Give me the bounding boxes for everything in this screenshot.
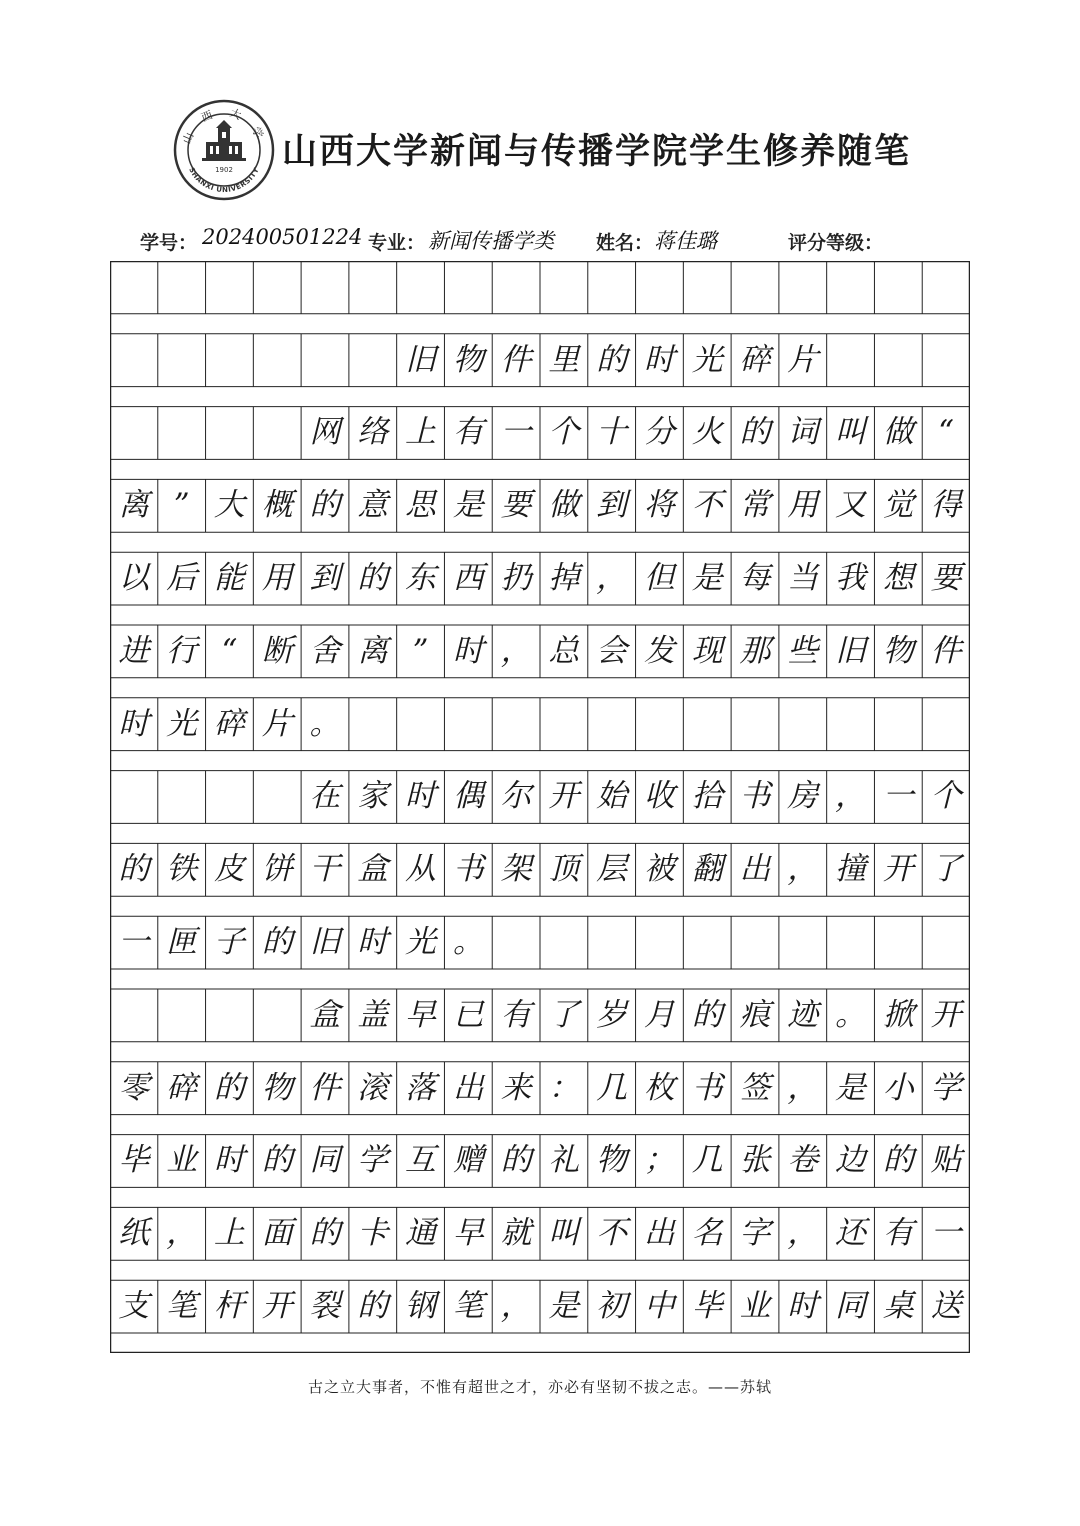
essay-char: 架 — [500, 851, 532, 888]
essay-char: 大 — [213, 487, 245, 524]
essay-char: 的 — [357, 1288, 389, 1325]
essay-char: 盒 — [309, 996, 341, 1033]
essay-char: 铁 — [166, 851, 198, 888]
essay-char: 迹 — [787, 996, 819, 1033]
essay-char: 用 — [261, 560, 293, 597]
essay-char: 出 — [739, 851, 771, 888]
essay-char: 出 — [452, 1069, 484, 1106]
essay-char: 盒 — [357, 851, 389, 888]
essay-char: 是 — [691, 560, 723, 597]
essay-char: 边 — [835, 1142, 867, 1179]
essay-char: 面 — [261, 1215, 293, 1252]
essay-char: 收 — [643, 778, 675, 815]
essay-char: 贴 — [930, 1142, 962, 1179]
essay-char: 是 — [548, 1288, 580, 1325]
essay-char: 同 — [309, 1142, 341, 1179]
essay-char: 的 — [596, 341, 628, 378]
essay-char: 片 — [261, 705, 293, 742]
essay-char: 旧 — [835, 632, 867, 669]
essay-char: 开 — [261, 1288, 293, 1325]
essay-char: 的 — [309, 487, 341, 524]
grade-label: 评分等级： — [788, 232, 884, 254]
essay-char: ， — [787, 1215, 819, 1252]
essay-char: 学 — [357, 1142, 389, 1179]
essay-char: 旧 — [405, 341, 437, 378]
essay-char: 书 — [452, 851, 484, 888]
essay-char: 开 — [930, 996, 962, 1033]
essay-char: 一 — [500, 414, 532, 451]
seal-top-text: 山 西 大 学 — [180, 106, 268, 146]
essay-char: ， — [596, 560, 628, 597]
essay-char: 到 — [309, 560, 341, 597]
essay-char: 网 — [309, 414, 341, 451]
essay-char: 笔 — [166, 1288, 198, 1325]
essay-char: 词 — [787, 414, 819, 451]
page-title: 山西大学新闻与传播学院学生修养随笔 — [282, 131, 912, 172]
essay-char: 里 — [548, 341, 580, 378]
essay-char: 就 — [500, 1215, 532, 1252]
essay-char: “ — [938, 414, 955, 451]
essay-char: ， — [787, 851, 819, 888]
essay-char: 物 — [452, 341, 484, 378]
essay-char: 拾 — [691, 778, 723, 815]
essay-char: 名 — [691, 1215, 723, 1252]
essay-char: 掉 — [548, 560, 580, 597]
essay-char: 了 — [548, 996, 580, 1033]
essay-char: 件 — [930, 632, 962, 669]
essay-char: 尔 — [500, 778, 532, 815]
essay-char: 家 — [357, 778, 389, 815]
essay-char: 上 — [405, 414, 437, 451]
essay-char: ， — [835, 778, 867, 815]
essay-char: 张 — [739, 1142, 771, 1179]
essay-char: 件 — [309, 1069, 341, 1106]
essay-char: 做 — [548, 487, 580, 524]
essay-char: ， — [166, 1215, 198, 1252]
essay-char: 礼 — [548, 1142, 580, 1179]
essay-char: ， — [500, 632, 532, 669]
essay-char: 干 — [309, 851, 341, 888]
essay-char: 叫 — [835, 414, 867, 451]
essay-char: ： — [548, 1069, 580, 1106]
essay-char: 的 — [213, 1069, 245, 1106]
essay-char: 的 — [882, 1142, 914, 1179]
essay-char: 碎 — [166, 1069, 198, 1106]
essay-char: 。 — [452, 924, 484, 961]
essay-char: 光 — [691, 341, 723, 378]
essay-char: 行 — [166, 632, 198, 669]
essay-char: 光 — [166, 705, 198, 742]
essay-char: 西 — [452, 560, 484, 597]
essay-char: 裂 — [309, 1288, 341, 1325]
essay-char: ， — [787, 1069, 819, 1106]
essay-char: 有 — [882, 1215, 914, 1252]
essay-char: 时 — [643, 341, 675, 378]
essay-char: 的 — [500, 1142, 532, 1179]
essay-char: 是 — [835, 1069, 867, 1106]
essay-char: 毕 — [118, 1142, 150, 1179]
essay-char: 顶 — [548, 851, 580, 888]
essay-char: 书 — [691, 1069, 723, 1106]
essay-char: 还 — [835, 1215, 867, 1252]
essay-char: 得 — [930, 487, 962, 524]
essay-char: 支 — [118, 1288, 150, 1325]
university-seal-icon — [172, 98, 276, 202]
essay-char: 岁 — [596, 996, 628, 1033]
essay-char: 几 — [691, 1142, 723, 1179]
essay-char: 要 — [500, 487, 532, 524]
essay-char: 到 — [596, 487, 628, 524]
essay-char: 匣 — [166, 924, 198, 961]
essay-char: 撞 — [835, 851, 867, 888]
student-info-row — [140, 222, 940, 262]
essay-char: 层 — [596, 851, 628, 888]
essay-char: 房 — [787, 778, 819, 815]
essay-char: 杆 — [213, 1288, 245, 1325]
essay-char: 做 — [882, 414, 914, 451]
essay-char: ” — [412, 632, 429, 669]
essay-char: 能 — [213, 560, 245, 597]
essay-char: 的 — [357, 560, 389, 597]
essay-char: 叫 — [548, 1215, 580, 1252]
essay-char: 但 — [643, 560, 675, 597]
essay-char: 出 — [643, 1215, 675, 1252]
essay-char: 概 — [261, 487, 293, 524]
essay-char: 枚 — [643, 1069, 675, 1106]
essay-char: 。 — [835, 996, 867, 1033]
student-id-label: 学号： — [140, 232, 198, 254]
essay-char: 会 — [596, 632, 628, 669]
essay-char: 分 — [643, 414, 675, 451]
essay-char: 了 — [930, 851, 962, 888]
essay-char: 有 — [500, 996, 532, 1033]
essay-char: 时 — [405, 778, 437, 815]
essay-char: 意 — [357, 487, 389, 524]
essay-char: 始 — [596, 778, 628, 815]
essay-char: 被 — [643, 851, 675, 888]
essay-char: 东 — [405, 560, 437, 597]
essay-char: 初 — [596, 1288, 628, 1325]
footer-quote: 古之立大事者，不惟有超世之才，亦必有坚韧不拔之志。——苏轼 — [307, 1378, 772, 1396]
essay-char: ， — [500, 1288, 532, 1325]
essay-char: 扔 — [500, 560, 532, 597]
essay-char: 一 — [882, 778, 914, 815]
essay-char: 几 — [596, 1069, 628, 1106]
essay-char: 不 — [596, 1215, 628, 1252]
essay-char: 的 — [739, 414, 771, 451]
essay-char: 碎 — [739, 341, 771, 378]
essay-char: 物 — [261, 1069, 293, 1106]
essay-char: 思 — [405, 487, 437, 524]
essay-char: 离 — [118, 487, 150, 524]
essay-char: 一 — [930, 1215, 962, 1252]
essay-char: 痕 — [739, 996, 771, 1033]
essay-char: 总 — [548, 632, 580, 669]
seal-building — [202, 120, 246, 161]
essay-char: 时 — [452, 632, 484, 669]
essay-char: 碎 — [213, 705, 245, 742]
essay-char: 的 — [261, 924, 293, 961]
essay-char: 件 — [500, 341, 532, 378]
essay-char: “ — [221, 632, 238, 669]
essay-char: 小 — [882, 1069, 914, 1106]
essay-char: 掀 — [882, 996, 914, 1033]
essay-char: 火 — [691, 414, 723, 451]
essay-char: 的 — [691, 996, 723, 1033]
essay-char: 时 — [787, 1288, 819, 1325]
essay-char: 早 — [405, 996, 437, 1033]
essay-char: 。 — [309, 705, 341, 742]
essay-char: 将 — [643, 487, 675, 524]
essay-char: 的 — [261, 1142, 293, 1179]
essay-grid — [110, 261, 970, 1353]
essay-char: 物 — [596, 1142, 628, 1179]
essay-char: 赠 — [452, 1142, 484, 1179]
essay-char: 毕 — [691, 1288, 723, 1325]
essay-char: 十 — [596, 414, 628, 451]
essay-char: 物 — [882, 632, 914, 669]
major-value: 新闻传播学类 — [428, 229, 554, 253]
essay-char: 是 — [452, 487, 484, 524]
essay-char: 已 — [452, 996, 484, 1033]
essay-char: 通 — [405, 1215, 437, 1252]
essay-char: 送 — [930, 1288, 962, 1325]
essay-char: 时 — [357, 924, 389, 961]
essay-char: 一 — [118, 924, 150, 961]
essay-char: 月 — [643, 996, 675, 1033]
essay-char: ” — [173, 487, 190, 524]
essay-char: 络 — [357, 414, 389, 451]
essay-char: 光 — [405, 924, 437, 961]
essay-char: 后 — [166, 560, 198, 597]
essay-char: 那 — [739, 632, 771, 669]
essay-char: 盖 — [357, 996, 389, 1033]
essay-char: 现 — [691, 632, 723, 669]
essay-char: 偶 — [452, 778, 484, 815]
essay-char: 业 — [739, 1288, 771, 1325]
essay-char: 每 — [739, 560, 771, 597]
essay-char: 旧 — [309, 924, 341, 961]
name-value: 蒋佳璐 — [654, 229, 717, 253]
essay-char: 滚 — [357, 1069, 389, 1106]
essay-char: 用 — [787, 487, 819, 524]
essay-char: 桌 — [882, 1288, 914, 1325]
essay-char: 从 — [405, 851, 437, 888]
essay-char: 卡 — [357, 1215, 389, 1252]
essay-char: 字 — [739, 1215, 771, 1252]
student-id-value: 202400501224 — [202, 225, 363, 249]
essay-char: 有 — [452, 414, 484, 451]
essay-char: 常 — [739, 487, 771, 524]
seal-year: 1902 — [215, 166, 233, 174]
essay-char: 要 — [930, 560, 962, 597]
essay-char: 来 — [500, 1069, 532, 1106]
major-label: 专业： — [368, 232, 426, 254]
essay-char: 签 — [739, 1069, 771, 1106]
essay-char: 又 — [835, 487, 867, 524]
essay-char: 时 — [118, 705, 150, 742]
essay-char: 离 — [357, 632, 389, 669]
essay-char: 进 — [118, 632, 150, 669]
essay-char: 钢 — [405, 1288, 437, 1325]
essay-char: 书 — [739, 778, 771, 815]
essay-char: 皮 — [213, 851, 245, 888]
essay-char: 片 — [787, 341, 819, 378]
essay-char: ； — [643, 1142, 675, 1179]
essay-char: 中 — [643, 1288, 675, 1325]
essay-char: 学 — [930, 1069, 962, 1106]
essay-char: 笔 — [452, 1288, 484, 1325]
essay-char: 时 — [213, 1142, 245, 1179]
essay-char: 不 — [691, 487, 723, 524]
essay-char: 互 — [405, 1142, 437, 1179]
essay-char: 子 — [213, 924, 245, 961]
essay-char: 发 — [643, 632, 675, 669]
essay-char: 同 — [835, 1288, 867, 1325]
essay-char: 的 — [118, 851, 150, 888]
essay-char: 我 — [835, 560, 867, 597]
essay-char: 卷 — [787, 1142, 819, 1179]
essay-char: 当 — [787, 560, 819, 597]
essay-char: 的 — [309, 1215, 341, 1252]
essay-char: 上 — [213, 1215, 245, 1252]
essay-char: 开 — [882, 851, 914, 888]
essay-char: 翻 — [691, 851, 723, 888]
essay-char: 早 — [452, 1215, 484, 1252]
essay-char: 断 — [261, 632, 293, 669]
seal-bottom-text: SHANXI UNIVERSITY — [187, 166, 261, 195]
essay-char: 在 — [309, 778, 341, 815]
essay-char: 想 — [882, 560, 914, 597]
essay-char: 觉 — [882, 487, 914, 524]
essay-char: 个 — [930, 778, 962, 815]
name-label: 姓名： — [596, 232, 654, 254]
essay-char: 落 — [405, 1069, 437, 1106]
essay-char: 开 — [548, 778, 580, 815]
essay-char: 零 — [118, 1069, 150, 1106]
essay-char: 业 — [166, 1142, 198, 1179]
essay-char: 饼 — [261, 851, 293, 888]
essay-char: 舍 — [309, 632, 341, 669]
page-header — [0, 96, 1080, 206]
essay-char: 些 — [787, 632, 819, 669]
essay-char: 个 — [548, 414, 580, 451]
essay-char: 纸 — [118, 1215, 150, 1252]
essay-char: 以 — [118, 560, 150, 597]
